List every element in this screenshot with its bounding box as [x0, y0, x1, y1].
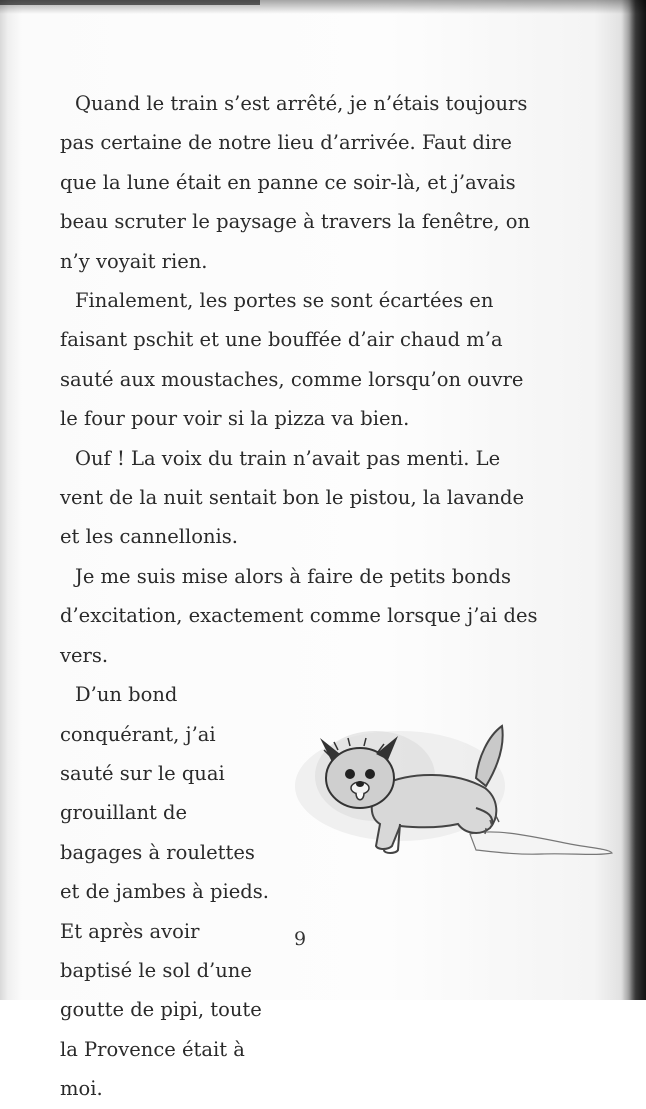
top-shadow-dark — [0, 0, 260, 5]
dog-icon — [280, 716, 620, 866]
paragraph-4: Je me suis mise alors à faire de petits bonds d’excitation, exactement comme lorsque j’ai des vers. — [60, 564, 538, 667]
page-number: 9 — [293, 928, 307, 950]
paragraph-2: Finalement, les portes se sont écartées en faisant pschit et une bouffée d’air chaud m’a sauté aux moustaches, comme lorsqu’on ouvre le four pour voir si la pizza va bien. — [60, 289, 524, 431]
paragraph-3: Ouf ! La voix du train n’avait pas menti. Le vent de la nuit sentait bon le pistou, la lavande et les cannellonis. — [60, 446, 525, 549]
page-gutter — [622, 0, 646, 1000]
paragraph-1: Quand le train s’est arrêté, je n’étais toujours pas certaine de notre lieu d’arrivée. Faut dire que la lune était en panne ce soir-là, et j’avais beau scruter le paysage à travers la fenêtre, on n’y voyait rien. — [60, 92, 531, 273]
body-text — [60, 84, 542, 1109]
paragraph-5: D’un bond conquérant, j’ai sauté sur le quai grouillant de bagages à roulettes et de jambes à pieds. Et après avoir baptisé le sol d’une goutte de pipi, toute la Provence était à moi. — [60, 683, 269, 1101]
